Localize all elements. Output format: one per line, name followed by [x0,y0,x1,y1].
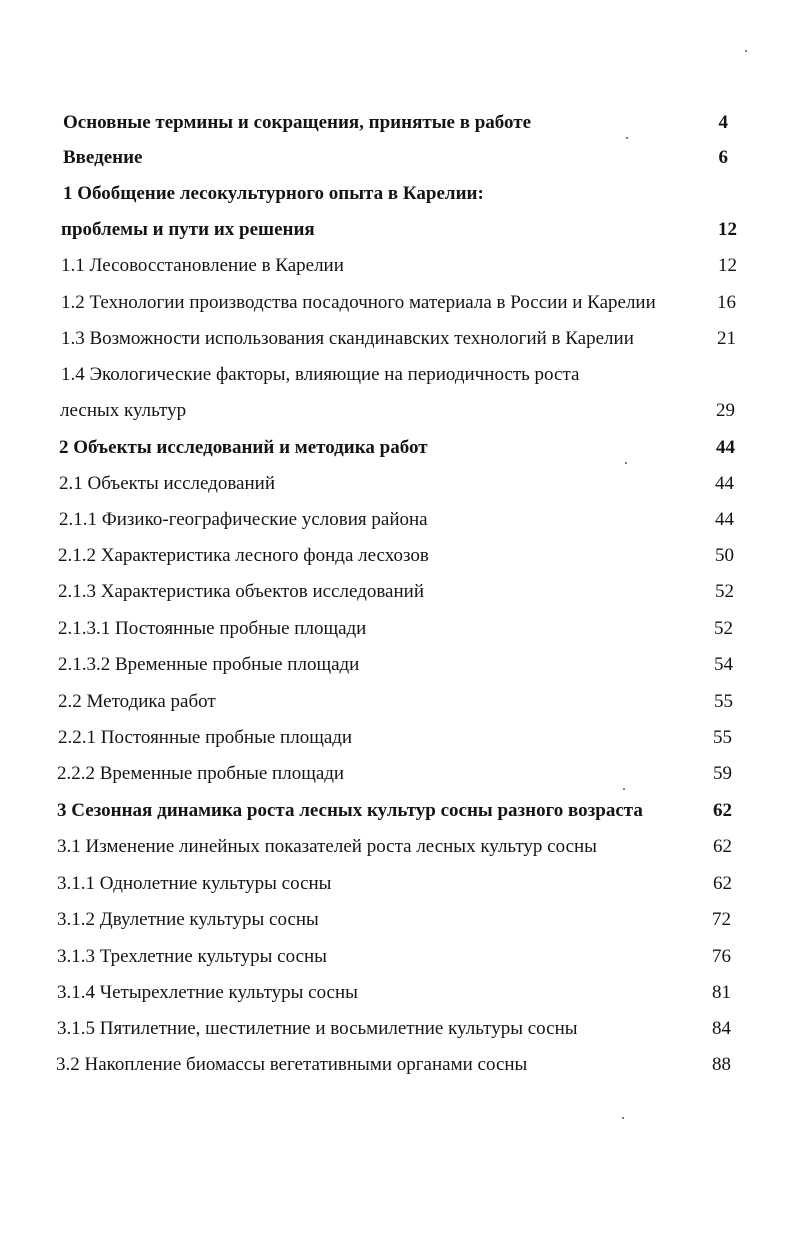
toc-entry-title: 1 Обобщение лесокультурного опыта в Карелии: [63,183,484,204]
toc-entry-title: 3.1.2 Двулетние культуры сосны [57,909,319,930]
toc-entry-page-number: 81 [712,982,731,1003]
toc-entry [0,541,794,571]
toc-entry-title: 3.1.3 Трехлетние культуры сосны [57,946,327,967]
toc-entry-page-number: 59 [713,763,732,784]
toc-entry-title: 2.1.3 Характеристика объектов исследований [58,581,424,602]
toc-entry-title: 2.1.3.2 Временные пробные площади [58,654,360,675]
toc-entry-page-number: 62 [713,800,732,821]
toc-entry [0,796,794,826]
toc-entry-title: 2.2.2 Временные пробные площади [57,763,345,784]
toc-entry-title: 3.1.5 Пятилетние, шестилетние и восьмилетние культуры сосны [57,1018,578,1039]
toc-entry [0,108,794,138]
toc-entry-page-number: 21 [717,328,736,349]
scan-speck [745,50,747,52]
scan-speck [622,1117,624,1119]
toc-entry-page-number: 84 [712,1018,731,1039]
toc-entry-title: Основные термины и сокращения, принятые в работе [63,112,532,133]
toc-entry-title: 3 Сезонная динамика роста лесных культур сосны разного возраста [57,800,643,821]
toc-entry-title: 3.1 Изменение линейных показателей роста лесных культур сосны [57,836,597,857]
toc-entry-title: 2 Объекты исследований и методика работ [59,437,428,458]
toc-entry [0,759,794,789]
toc-entry [0,942,794,972]
toc-entry-page-number: 88 [712,1054,731,1075]
toc-entry-title: 1.1 Лесовосстановление в Карелии [61,255,344,276]
toc-entry [0,723,794,753]
toc-entry-page-number: 44 [715,473,734,494]
toc-entry-page-number: 16 [717,292,736,313]
toc-entry-page-number: 52 [714,618,733,639]
toc-entry-page-number: 44 [716,437,735,458]
toc-entry-title: проблемы и пути их решения [61,219,315,240]
toc-entry-page-number: 6 [718,147,728,168]
toc-entry-title: 2.1.1 Физико-географические условия района [59,509,428,530]
toc-entry-page-number: 4 [718,112,728,133]
scan-speck [626,137,628,139]
toc-entry [0,1050,794,1080]
toc-entry [0,143,794,173]
toc-entry-page-number: 76 [712,946,731,967]
toc-entry-page-number: 54 [714,654,733,675]
toc-entry-title: 3.2 Накопление биомассы вегетативными органами сосны [56,1054,528,1075]
toc-entry-title: 2.1 Объекты исследований [59,473,275,494]
toc-entry-title: лесных культур [60,400,187,421]
toc-entry [0,905,794,935]
toc-entry-page-number: 12 [718,219,737,240]
toc-entry-page-number: 55 [714,691,733,712]
toc-entry [0,505,794,535]
toc-entry-page-number: 62 [713,873,732,894]
toc-entry [0,869,794,899]
toc-entry-title: 2.1.3.1 Постоянные пробные площади [58,618,367,639]
toc-entry-title: 2.2 Методика работ [58,691,216,712]
toc-entry [0,650,794,680]
toc-entry-page-number: 55 [713,727,732,748]
toc-entry-title: 1.4 Экологические факторы, влияющие на периодичность роста [61,364,580,385]
toc-entry-title: 2.2.1 Постоянные пробные площади [58,727,353,748]
toc-entry-title: 3.1.1 Однолетние культуры сосны [57,873,332,894]
toc-entry [0,396,794,426]
toc-entry-page-number: 44 [715,509,734,530]
toc-entry-title: 1.2 Технологии производства посадочного материала в России и Карелии [61,292,656,313]
toc-entry [0,614,794,644]
toc-entry [0,978,794,1008]
toc-entry [0,251,794,281]
toc-entry [0,832,794,862]
toc-entry [0,288,794,318]
scan-speck [625,462,627,464]
toc-entry-page-number: 29 [716,400,735,421]
toc-entry-title: 2.1.2 Характеристика лесного фонда лесхозов [58,545,429,566]
toc-entry-page-number: 12 [718,255,737,276]
toc-entry [0,215,794,245]
scan-speck [623,788,625,790]
toc-entry [0,577,794,607]
toc-entry [0,1014,794,1044]
toc-entry-page-number: 52 [715,581,734,602]
toc-entry [0,324,794,354]
toc-entry [0,360,794,390]
toc-entry [0,687,794,717]
toc-entry-title: 1.3 Возможности использования скандинавских технологий в Карелии [61,328,634,349]
toc-entry-page-number: 62 [713,836,732,857]
toc-entry-title: 3.1.4 Четырехлетние культуры сосны [57,982,358,1003]
toc-entry [0,433,794,463]
toc-entry-title: Введение [63,147,143,168]
toc-entry-page-number: 72 [712,909,731,930]
toc-entry [0,179,794,209]
toc-entry-page-number: 50 [715,545,734,566]
toc-entry [0,469,794,499]
